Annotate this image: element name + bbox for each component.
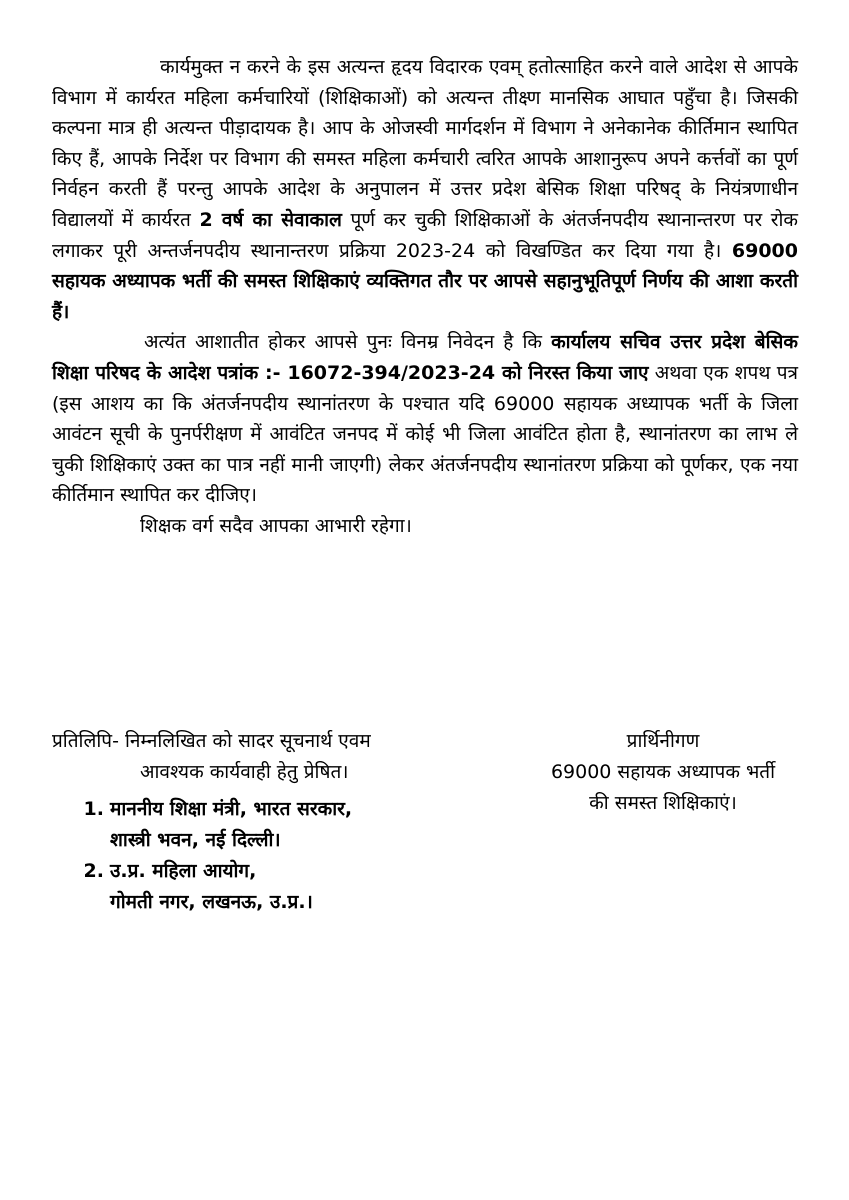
copy-to-item-line-1: माननीय शिक्षा मंत्री, भारत सरकार,	[110, 798, 353, 820]
copy-to-heading: प्रतिलिपि- निम्नलिखित को सादर सूचनार्थ एवम	[52, 730, 371, 752]
copy-to-item-line-1: उ.प्र. महिला आयोग,	[110, 860, 257, 882]
copy-to-item-line-2: शास्त्री भवन, नई दिल्ली।	[110, 829, 281, 851]
paragraph-1-bold-b: 69000 सहायक अध्यापक भर्ती की समस्त शिक्षिकाएं व्यक्तिगत तौर पर आपसे सहानुभूतिपूर्ण निर्णय की आशा करती हैं।	[52, 239, 798, 323]
letter-body	[52, 52, 798, 542]
copy-to-item-number: 1.	[83, 798, 104, 820]
copy-to-section	[52, 726, 472, 918]
copy-to-item-number: 2.	[83, 860, 104, 882]
signatory-title: प्रार्थिनीगण	[626, 730, 700, 752]
copy-to-heading-cont: आवश्यक कार्यवाही हेतु प्रेषित।	[140, 761, 349, 783]
signatory-line-1: 69000 सहायक अध्यापक भर्ती	[550, 761, 776, 783]
paragraph-2-bold-a: कार्यालय सचिव उत्तर प्रदेश बेसिक शिक्षा परिषद के आदेश पत्रांक :- 16072-394/2023-24 को निरस्त किया जाए	[52, 331, 798, 384]
signatory-block	[498, 726, 828, 819]
paragraph-1-text-a: कार्यमुक्त न करने के इस अत्यन्त हृदय विदारक एवम् हतोत्साहित करने वाले आदेश से आपके विभाग में कार्यरत महिला कर्मचारियों (शिक्षिकाओं) को अत्यन्त तीक्ष्ण मानसिक आघात पहुँचा है। जिसकी कल्पना मात्र ही अत्यन्त पीड़ादायक है। आप के ओजस्वी मार्गदर्शन में विभाग ने अनेकानेक कीर्तिमान स्थापित किए हैं, आपके निर्देश पर विभाग की समस्त महिला कर्मचारी त्वरित आपके आशानुरूप अपने कर्त्तवों का पूर्ण निर्वहन करती हैं परन्तु आपके आदेश के अनुपालन में उत्तर प्रदेश बेसिक शिक्षा परिषद् के नियंत्रणाधीन विद्यालयों में कार्यरत	[52, 56, 798, 231]
copy-to-item	[52, 794, 472, 856]
paragraph-2	[52, 327, 798, 511]
copy-to-item	[52, 856, 472, 918]
paragraph-2-text-a: अत्यंत आशातीत होकर आपसे पुनः विनम्र निवेदन है कि	[144, 331, 552, 354]
paragraph-1-text-b: पूर्ण कर चुकी शिक्षिकाओं के अंतर्जनपदीय स्थानान्तरण पर रोक लगाकर पूरी अन्तर्जनपदीय स्थानान्तरण प्रक्रिया 2023-24 को विखण्डित कर दिया गया है।	[52, 208, 798, 262]
copy-to-item-line-2: गोमती नगर, लखनऊ, उ.प्र.।	[110, 891, 313, 913]
paragraph-2-text-b: अथवा एक शपथ पत्र (इस आशय का कि अंतर्जनपदीय स्थानांतरण के पश्चात यदि 69000 सहायक अध्यापक भर्ती के जिला आवंटन सूची के पुनर्परीक्षण में आवंटित जनपद में कोई भी जिला आवंटित होता है, स्थानांतरण का लाभ ले चुकी शिक्षिकाएं उक्त का पात्र नहीं मानी जाएगी) लेकर अंतर्जनपदीय स्थानांतरण प्रक्रिया को पूर्णकर, एक नया कीर्तिमान स्थापित कर दीजिए।	[52, 361, 798, 507]
paragraph-1-bold-a: 2 वर्ष का सेवाकाल	[199, 208, 342, 231]
copy-to-list	[52, 794, 472, 918]
paragraph-3: शिक्षक वर्ग सदैव आपका आभारी रहेगा।	[140, 514, 412, 537]
paragraph-1	[52, 52, 798, 327]
signatory-line-2: की समस्त शिक्षिकाएं।	[589, 792, 737, 814]
